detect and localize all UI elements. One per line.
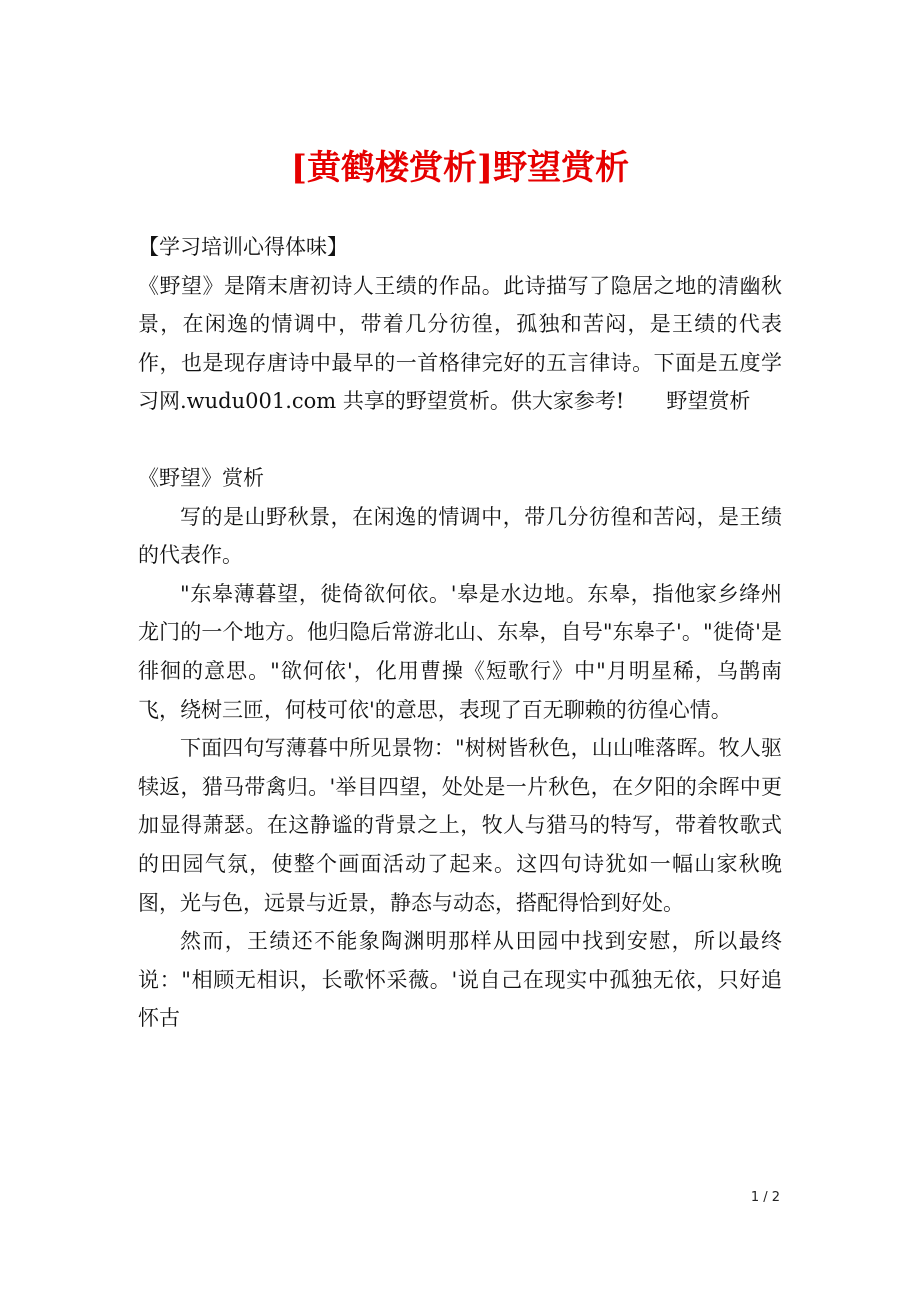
paragraph-spacer	[138, 421, 782, 459]
body-paragraph: 然而，王绩还不能象陶渊明那样从田园中找到安慰，所以最终说："相顾无相识，长歌怀采薇。'说自己在现实中孤独无依，只好追怀古	[138, 929, 782, 1031]
body-paragraph: "东皋薄暮望，徙倚欲何依。'皋是水边地。东皋，指他家乡绛州龙门的一个地方。他归隐后常游北山、东皋，自号"东皋子'。"徙倚'是徘徊的意思。"欲何依'，化用曹操《短歌行》中"月明星稀，乌鹊南飞，绕树三匝，何枝可依'的意思，表现了百无聊赖的彷徨心情。	[138, 581, 782, 722]
page-number: 1 / 2	[750, 1190, 780, 1205]
section-heading: 《野望》赏析	[138, 465, 264, 490]
category-label: 【学习培训心得体味】	[138, 235, 348, 259]
document-body	[138, 228, 782, 1038]
body-paragraph: 写的是山野秋景，在闲逸的情调中，带几分彷徨和苦闷，是王绩的代表作。	[138, 504, 782, 568]
body-paragraph: 下面四句写薄暮中所见景物："树树皆秋色，山山唯落晖。牧人驱犊返，猎马带禽归。'举目四望，处处是一片秋色，在夕阳的余晖中更加显得萧瑟。在这静谧的背景之上，牧人与猎马的特写，带着牧歌式的田园气氛，使整个画面活动了起来。这四句诗犹如一幅山家秋晚图，光与色，远景与近景，静态与动态，搭配得恰到好处。	[138, 736, 782, 915]
document-title: [黄鹤楼赏析]野望赏析	[290, 148, 630, 188]
intro-paragraph: 《野望》是隋末唐初诗人王绩的作品。此诗描写了隐居之地的清幽秋景，在闲逸的情调中，带着几分彷徨，孤独和苦闷，是王绩的代表作，也是现存唐诗中最早的一首格律完好的五言律诗。下面是五度学习网.wudu001.com 共享的野望赏析。供大家参考! 野望赏析	[138, 273, 782, 414]
